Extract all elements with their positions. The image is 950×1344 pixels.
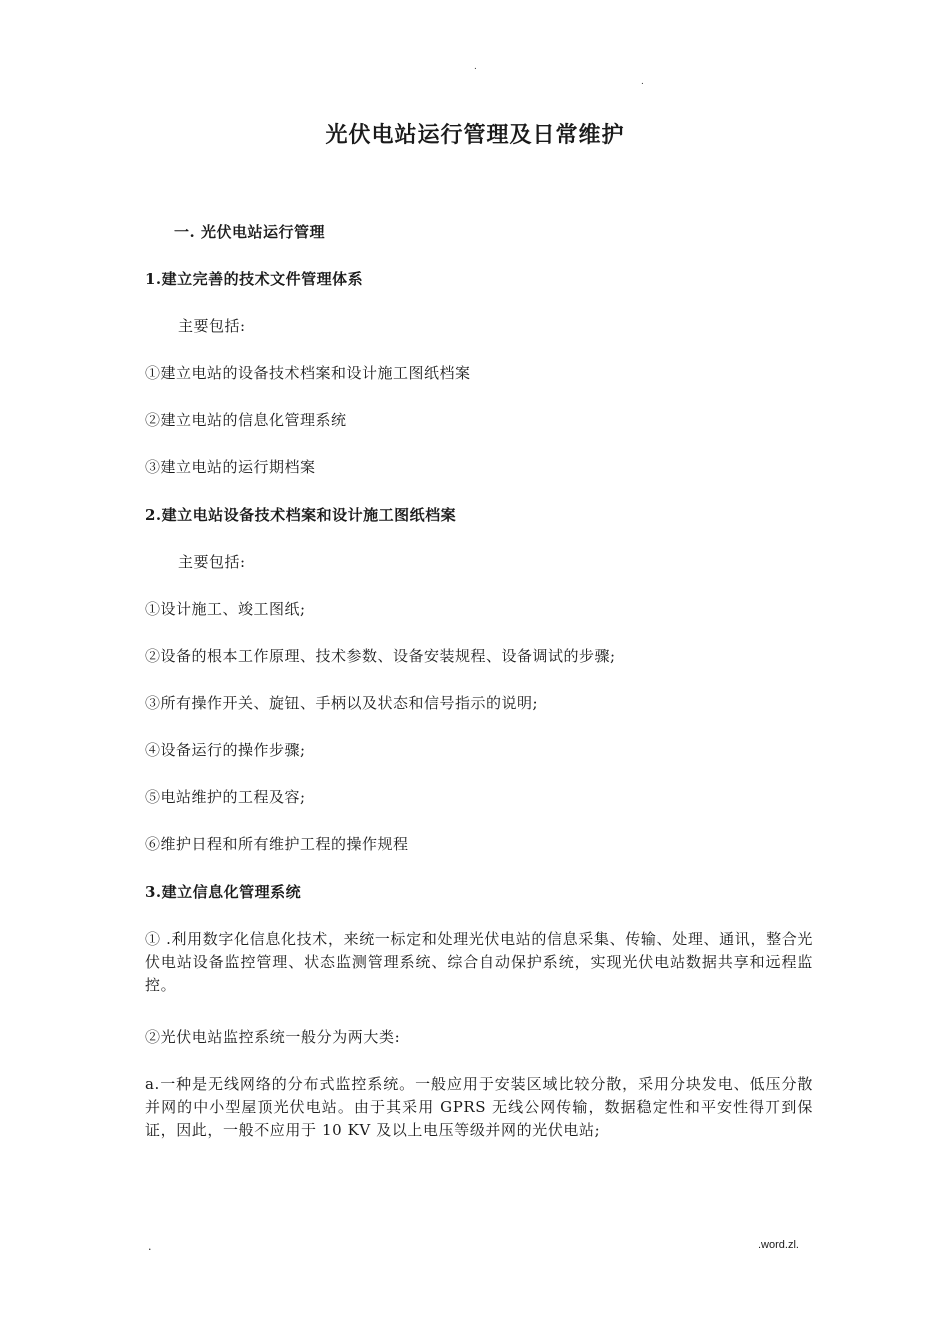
list-item: ③建立电站的运行期档案 — [145, 458, 316, 476]
document-title: 光伏电站运行管理及日常维护 — [325, 122, 625, 148]
footer-dot: . — [148, 1240, 152, 1253]
footer-text: .word.zl. — [758, 1239, 799, 1251]
header-dot-left: . — [474, 61, 477, 72]
section-heading-1: 一. 光伏电站运行管理 — [174, 223, 325, 241]
paragraph-info-system: ① .利用数字化信息化技术，来统一标定和处理光伏电站的信息采集、传输、处理、通讯，整合光伏电站设备监控管理、状态监测管理系统、综合自动保护系统，实现光伏电站数据共享和远程监控。 — [145, 930, 813, 994]
paragraph-monitoring-types: ②光伏电站监控系统一般分为两大类: — [145, 1028, 401, 1046]
subsection-heading-3: 3.建立信息化管理系统 — [145, 883, 302, 901]
list-item: ⑤电站维护的工程及容; — [145, 788, 306, 806]
list-item: ①设计施工、竣工图纸; — [145, 600, 306, 618]
list-item: ②设备的根本工作原理、技术参数、设备安装规程、设备调试的步骤; — [145, 647, 616, 665]
subsection-heading-1: 1.建立完善的技术文件管理体系 — [145, 270, 364, 288]
list-item: ③所有操作开关、旋钮、手柄以及状态和信号指示的说明; — [145, 694, 539, 712]
subsection-heading-2: 2.建立电站设备技术档案和设计施工图纸档案 — [145, 506, 457, 524]
list-item: ②建立电站的信息化管理系统 — [145, 411, 347, 429]
header-dot-right: . — [641, 76, 644, 87]
intro-text-2: 主要包括: — [178, 553, 246, 571]
intro-text-1: 主要包括: — [178, 317, 246, 335]
list-item: ①建立电站的设备技术档案和设计施工图纸档案 — [145, 364, 471, 382]
paragraph-wireless-monitoring: a.一种是无线网络的分布式监控系统。一般应用于安装区域比较分散，采用分块发电、低压分散并网的中小型屋顶光伏电站。由于其采用 GPRS 无线公网传输，数据稳定性和平安性得丌到保证，因此，一般不应用于 10 KV 及以上电压等级并网的光伏电站; — [145, 1075, 813, 1139]
list-item: ④设备运行的操作步骤; — [145, 741, 306, 759]
list-item: ⑥维护日程和所有维护工程的操作规程 — [145, 835, 409, 853]
